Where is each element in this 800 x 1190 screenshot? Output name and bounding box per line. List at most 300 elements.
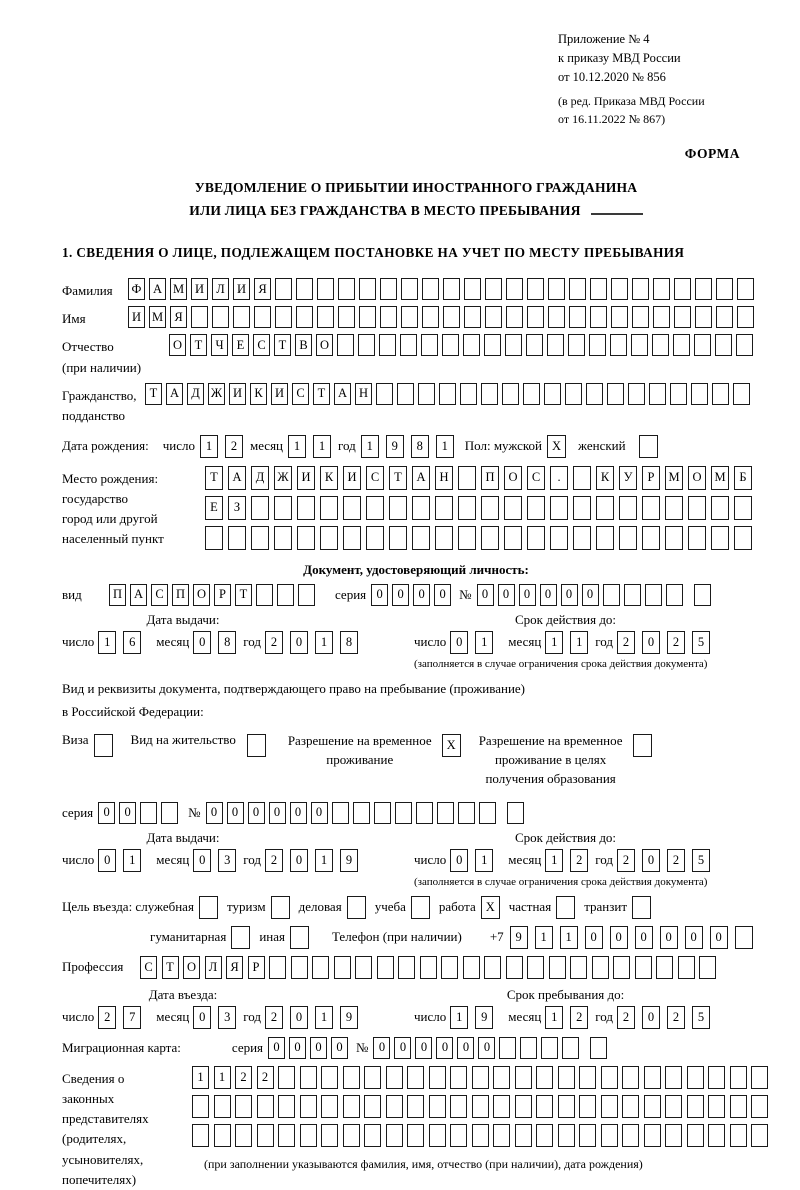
char-cell[interactable] [515, 1066, 532, 1089]
char-cell[interactable] [321, 1066, 338, 1089]
char-cell[interactable] [632, 278, 649, 300]
char-cell[interactable] [737, 278, 754, 300]
char-cell[interactable] [573, 466, 591, 490]
char-cell[interactable]: 0 [373, 1037, 390, 1059]
char-cell[interactable] [450, 1066, 467, 1089]
char-cell[interactable] [296, 306, 313, 328]
char-cell[interactable] [536, 1066, 553, 1089]
char-cell[interactable] [338, 278, 355, 300]
char-cell[interactable] [589, 334, 606, 356]
char-cell[interactable]: 1 [288, 435, 306, 458]
char-cell[interactable]: 2 [265, 631, 283, 654]
char-cell[interactable] [624, 584, 641, 606]
char-cell[interactable]: Т [190, 334, 207, 356]
char-cell[interactable]: . [550, 466, 568, 490]
char-cell[interactable] [708, 1124, 725, 1147]
char-cell[interactable] [300, 1124, 317, 1147]
char-cell[interactable]: 0 [119, 802, 136, 824]
char-cell[interactable] [601, 1066, 618, 1089]
char-cell[interactable] [502, 383, 519, 405]
char-cell[interactable] [628, 383, 645, 405]
char-cell[interactable] [730, 1095, 747, 1118]
char-cell[interactable]: И [233, 278, 250, 300]
char-cell[interactable] [711, 526, 729, 550]
char-cell[interactable] [254, 306, 271, 328]
char-cell[interactable]: 0 [660, 926, 678, 949]
char-cell[interactable]: С [527, 466, 545, 490]
char-cell[interactable] [674, 306, 691, 328]
char-cell[interactable] [205, 526, 223, 550]
char-cell[interactable] [603, 584, 620, 606]
char-cell[interactable]: 0 [478, 1037, 495, 1059]
char-cell[interactable]: 9 [340, 849, 358, 872]
checkbox-cell[interactable] [639, 435, 658, 458]
char-cell[interactable] [463, 956, 480, 979]
char-cell[interactable] [590, 306, 607, 328]
char-cell[interactable] [590, 278, 607, 300]
char-cell[interactable]: А [130, 584, 147, 606]
char-cell[interactable] [610, 334, 627, 356]
char-cell[interactable] [751, 1095, 768, 1118]
char-cell[interactable]: К [250, 383, 267, 405]
char-cell[interactable]: 0 [477, 584, 494, 606]
char-cell[interactable] [695, 306, 712, 328]
char-cell[interactable]: 2 [265, 1006, 283, 1029]
char-cell[interactable] [734, 496, 752, 520]
char-cell[interactable] [338, 306, 355, 328]
char-cell[interactable] [527, 956, 544, 979]
char-cell[interactable] [460, 383, 477, 405]
char-cell[interactable] [550, 526, 568, 550]
char-cell[interactable] [251, 496, 269, 520]
char-cell[interactable] [568, 334, 585, 356]
char-cell[interactable] [343, 496, 361, 520]
char-cell[interactable] [493, 1095, 510, 1118]
char-cell[interactable]: 0 [310, 1037, 327, 1059]
char-cell[interactable]: 1 [98, 631, 116, 654]
char-cell[interactable] [715, 334, 732, 356]
char-cell[interactable]: Я [170, 306, 187, 328]
char-cell[interactable]: О [183, 956, 200, 979]
char-cell[interactable]: 1 [315, 1006, 333, 1029]
char-cell[interactable] [380, 278, 397, 300]
char-cell[interactable] [666, 584, 683, 606]
char-cell[interactable] [422, 306, 439, 328]
char-cell[interactable] [622, 1066, 639, 1089]
char-cell[interactable]: М [665, 466, 683, 490]
char-cell[interactable] [665, 526, 683, 550]
char-cell[interactable] [579, 1066, 596, 1089]
char-cell[interactable] [343, 526, 361, 550]
char-cell[interactable] [320, 526, 338, 550]
char-cell[interactable] [429, 1066, 446, 1089]
char-cell[interactable]: Т [162, 956, 179, 979]
char-cell[interactable] [695, 278, 712, 300]
char-cell[interactable]: 2 [98, 1006, 116, 1029]
char-cell[interactable] [192, 1124, 209, 1147]
checkbox-cell[interactable] [290, 926, 309, 949]
char-cell[interactable]: 0 [290, 802, 307, 824]
char-cell[interactable]: Т [274, 334, 291, 356]
char-cell[interactable]: 1 [315, 631, 333, 654]
char-cell[interactable] [297, 496, 315, 520]
char-cell[interactable] [712, 383, 729, 405]
char-cell[interactable]: 0 [227, 802, 244, 824]
char-cell[interactable] [694, 334, 711, 356]
char-cell[interactable] [312, 956, 329, 979]
char-cell[interactable]: 1 [535, 926, 553, 949]
char-cell[interactable]: 0 [642, 849, 660, 872]
char-cell[interactable]: 1 [200, 435, 218, 458]
char-cell[interactable]: 1 [545, 1006, 563, 1029]
char-cell[interactable] [214, 1095, 231, 1118]
char-cell[interactable] [274, 526, 292, 550]
char-cell[interactable] [493, 1066, 510, 1089]
char-cell[interactable] [645, 584, 662, 606]
char-cell[interactable] [359, 306, 376, 328]
char-cell[interactable] [708, 1066, 725, 1089]
char-cell[interactable] [364, 1066, 381, 1089]
char-cell[interactable] [472, 1066, 489, 1089]
char-cell[interactable] [493, 1124, 510, 1147]
char-cell[interactable] [735, 926, 753, 949]
char-cell[interactable]: 5 [692, 631, 710, 654]
char-cell[interactable]: 0 [685, 926, 703, 949]
char-cell[interactable]: С [292, 383, 309, 405]
char-cell[interactable] [412, 526, 430, 550]
char-cell[interactable]: Р [214, 584, 231, 606]
char-cell[interactable]: 0 [290, 631, 308, 654]
char-cell[interactable] [257, 1095, 274, 1118]
char-cell[interactable]: 9 [386, 435, 404, 458]
char-cell[interactable]: П [172, 584, 189, 606]
char-cell[interactable] [214, 1124, 231, 1147]
char-cell[interactable]: 0 [498, 584, 515, 606]
char-cell[interactable]: И [343, 466, 361, 490]
char-cell[interactable] [300, 1066, 317, 1089]
char-cell[interactable]: 5 [692, 1006, 710, 1029]
char-cell[interactable] [688, 496, 706, 520]
char-cell[interactable] [541, 1037, 558, 1059]
char-cell[interactable] [716, 278, 733, 300]
char-cell[interactable] [665, 1095, 682, 1118]
char-cell[interactable]: О [504, 466, 522, 490]
char-cell[interactable] [257, 1124, 274, 1147]
char-cell[interactable] [601, 1095, 618, 1118]
char-cell[interactable] [355, 956, 372, 979]
char-cell[interactable] [619, 526, 637, 550]
char-cell[interactable] [296, 278, 313, 300]
char-cell[interactable] [644, 1066, 661, 1089]
char-cell[interactable]: Ж [208, 383, 225, 405]
char-cell[interactable] [536, 1124, 553, 1147]
char-cell[interactable] [653, 278, 670, 300]
char-cell[interactable]: 0 [311, 802, 328, 824]
char-cell[interactable] [481, 383, 498, 405]
char-cell[interactable] [401, 306, 418, 328]
char-cell[interactable]: Т [313, 383, 330, 405]
char-cell[interactable] [592, 956, 609, 979]
char-cell[interactable] [665, 1066, 682, 1089]
checkbox-cell[interactable] [271, 896, 290, 919]
char-cell[interactable] [421, 334, 438, 356]
char-cell[interactable]: О [169, 334, 186, 356]
checkbox-cell[interactable] [556, 896, 575, 919]
char-cell[interactable]: С [366, 466, 384, 490]
checkbox-cell[interactable] [347, 896, 366, 919]
char-cell[interactable]: Р [248, 956, 265, 979]
char-cell[interactable]: А [149, 278, 166, 300]
char-cell[interactable] [343, 1095, 360, 1118]
char-cell[interactable]: 0 [710, 926, 728, 949]
char-cell[interactable]: Б [734, 466, 752, 490]
char-cell[interactable] [233, 306, 250, 328]
char-cell[interactable] [380, 306, 397, 328]
char-cell[interactable] [520, 1037, 537, 1059]
char-cell[interactable] [343, 1066, 360, 1089]
char-cell[interactable] [407, 1095, 424, 1118]
char-cell[interactable]: Н [355, 383, 372, 405]
char-cell[interactable]: А [228, 466, 246, 490]
char-cell[interactable] [334, 956, 351, 979]
char-cell[interactable] [544, 383, 561, 405]
checkbox-cell[interactable]: X [442, 734, 461, 757]
char-cell[interactable]: 2 [570, 1006, 588, 1029]
char-cell[interactable]: 2 [570, 849, 588, 872]
char-cell[interactable]: 8 [411, 435, 429, 458]
char-cell[interactable] [644, 1124, 661, 1147]
char-cell[interactable] [536, 1095, 553, 1118]
char-cell[interactable]: И [229, 383, 246, 405]
char-cell[interactable] [192, 1095, 209, 1118]
char-cell[interactable]: 1 [192, 1066, 209, 1089]
char-cell[interactable] [235, 1124, 252, 1147]
char-cell[interactable] [437, 802, 454, 824]
char-cell[interactable] [504, 526, 522, 550]
char-cell[interactable]: М [711, 466, 729, 490]
char-cell[interactable] [619, 496, 637, 520]
char-cell[interactable]: 2 [667, 1006, 685, 1029]
char-cell[interactable] [687, 1095, 704, 1118]
char-cell[interactable] [694, 584, 711, 606]
char-cell[interactable]: 0 [290, 1006, 308, 1029]
checkbox-cell[interactable] [199, 896, 218, 919]
char-cell[interactable] [275, 306, 292, 328]
char-cell[interactable] [734, 526, 752, 550]
char-cell[interactable]: А [334, 383, 351, 405]
char-cell[interactable]: 0 [561, 584, 578, 606]
char-cell[interactable]: 0 [268, 1037, 285, 1059]
char-cell[interactable]: 0 [413, 584, 430, 606]
char-cell[interactable] [642, 496, 660, 520]
char-cell[interactable] [337, 334, 354, 356]
char-cell[interactable]: И [128, 306, 145, 328]
char-cell[interactable] [420, 956, 437, 979]
char-cell[interactable] [515, 1124, 532, 1147]
char-cell[interactable]: 0 [371, 584, 388, 606]
char-cell[interactable] [364, 1095, 381, 1118]
char-cell[interactable] [407, 1124, 424, 1147]
char-cell[interactable]: 0 [193, 1006, 211, 1029]
char-cell[interactable] [579, 1124, 596, 1147]
char-cell[interactable]: С [253, 334, 270, 356]
char-cell[interactable]: Ч [211, 334, 228, 356]
char-cell[interactable] [458, 466, 476, 490]
char-cell[interactable]: Ж [274, 466, 292, 490]
char-cell[interactable] [472, 1124, 489, 1147]
char-cell[interactable]: В [295, 334, 312, 356]
char-cell[interactable] [484, 956, 501, 979]
char-cell[interactable] [397, 383, 414, 405]
char-cell[interactable]: С [151, 584, 168, 606]
char-cell[interactable] [317, 278, 334, 300]
char-cell[interactable] [613, 956, 630, 979]
checkbox-cell[interactable] [231, 926, 250, 949]
checkbox-cell[interactable] [411, 896, 430, 919]
char-cell[interactable] [570, 956, 587, 979]
char-cell[interactable]: 0 [457, 1037, 474, 1059]
char-cell[interactable] [691, 383, 708, 405]
checkbox-cell[interactable] [632, 896, 651, 919]
char-cell[interactable] [527, 526, 545, 550]
char-cell[interactable]: И [271, 383, 288, 405]
char-cell[interactable] [320, 496, 338, 520]
char-cell[interactable] [443, 306, 460, 328]
char-cell[interactable]: Т [145, 383, 162, 405]
char-cell[interactable] [321, 1124, 338, 1147]
char-cell[interactable] [407, 1066, 424, 1089]
char-cell[interactable] [450, 1124, 467, 1147]
char-cell[interactable] [688, 526, 706, 550]
char-cell[interactable] [527, 496, 545, 520]
char-cell[interactable] [642, 526, 660, 550]
checkbox-cell[interactable] [94, 734, 113, 757]
char-cell[interactable]: И [297, 466, 315, 490]
char-cell[interactable] [678, 956, 695, 979]
char-cell[interactable]: П [481, 466, 499, 490]
char-cell[interactable] [499, 1037, 516, 1059]
char-cell[interactable]: К [596, 466, 614, 490]
char-cell[interactable]: 0 [331, 1037, 348, 1059]
char-cell[interactable]: 2 [617, 631, 635, 654]
char-cell[interactable] [379, 334, 396, 356]
char-cell[interactable] [386, 1124, 403, 1147]
char-cell[interactable] [343, 1124, 360, 1147]
char-cell[interactable]: 0 [642, 631, 660, 654]
char-cell[interactable] [395, 802, 412, 824]
char-cell[interactable] [366, 526, 384, 550]
char-cell[interactable] [300, 1095, 317, 1118]
char-cell[interactable]: 0 [98, 802, 115, 824]
char-cell[interactable] [377, 956, 394, 979]
char-cell[interactable]: 8 [340, 631, 358, 654]
char-cell[interactable] [450, 1095, 467, 1118]
char-cell[interactable]: 1 [545, 849, 563, 872]
char-cell[interactable] [364, 1124, 381, 1147]
char-cell[interactable]: 9 [475, 1006, 493, 1029]
char-cell[interactable] [573, 526, 591, 550]
char-cell[interactable] [635, 956, 652, 979]
char-cell[interactable] [353, 802, 370, 824]
char-cell[interactable] [256, 584, 273, 606]
char-cell[interactable] [321, 1095, 338, 1118]
char-cell[interactable]: 1 [560, 926, 578, 949]
char-cell[interactable] [359, 278, 376, 300]
char-cell[interactable] [332, 802, 349, 824]
char-cell[interactable] [442, 334, 459, 356]
char-cell[interactable]: 0 [540, 584, 557, 606]
char-cell[interactable]: П [109, 584, 126, 606]
char-cell[interactable] [649, 383, 666, 405]
char-cell[interactable] [558, 1124, 575, 1147]
char-cell[interactable] [548, 306, 565, 328]
char-cell[interactable]: 0 [289, 1037, 306, 1059]
char-cell[interactable]: 1 [436, 435, 454, 458]
char-cell[interactable] [548, 278, 565, 300]
char-cell[interactable] [464, 306, 481, 328]
char-cell[interactable] [358, 334, 375, 356]
char-cell[interactable] [596, 496, 614, 520]
char-cell[interactable] [711, 496, 729, 520]
char-cell[interactable] [251, 526, 269, 550]
char-cell[interactable]: 9 [510, 926, 528, 949]
char-cell[interactable]: А [166, 383, 183, 405]
char-cell[interactable]: 2 [257, 1066, 274, 1089]
char-cell[interactable] [400, 334, 417, 356]
char-cell[interactable] [569, 278, 586, 300]
char-cell[interactable]: 0 [98, 849, 116, 872]
char-cell[interactable]: 0 [248, 802, 265, 824]
char-cell[interactable]: Е [232, 334, 249, 356]
char-cell[interactable]: 2 [235, 1066, 252, 1089]
char-cell[interactable] [573, 496, 591, 520]
char-cell[interactable] [278, 1095, 295, 1118]
char-cell[interactable] [275, 278, 292, 300]
char-cell[interactable]: О [193, 584, 210, 606]
char-cell[interactable] [523, 383, 540, 405]
char-cell[interactable] [366, 496, 384, 520]
char-cell[interactable] [565, 383, 582, 405]
char-cell[interactable]: 0 [635, 926, 653, 949]
char-cell[interactable] [274, 496, 292, 520]
char-cell[interactable] [472, 1095, 489, 1118]
char-cell[interactable] [277, 584, 294, 606]
char-cell[interactable]: Т [205, 466, 223, 490]
char-cell[interactable] [506, 306, 523, 328]
char-cell[interactable] [463, 334, 480, 356]
char-cell[interactable] [443, 278, 460, 300]
char-cell[interactable]: Т [235, 584, 252, 606]
char-cell[interactable]: М [149, 306, 166, 328]
char-cell[interactable]: Ф [128, 278, 145, 300]
char-cell[interactable]: 0 [392, 584, 409, 606]
char-cell[interactable]: Л [205, 956, 222, 979]
char-cell[interactable]: Д [251, 466, 269, 490]
char-cell[interactable] [687, 1066, 704, 1089]
char-cell[interactable] [644, 1095, 661, 1118]
char-cell[interactable] [665, 496, 683, 520]
char-cell[interactable]: 2 [617, 1006, 635, 1029]
char-cell[interactable] [527, 306, 544, 328]
char-cell[interactable] [622, 1095, 639, 1118]
char-cell[interactable] [558, 1095, 575, 1118]
char-cell[interactable] [191, 306, 208, 328]
char-cell[interactable] [269, 956, 286, 979]
char-cell[interactable]: 2 [617, 849, 635, 872]
char-cell[interactable]: 0 [450, 849, 468, 872]
char-cell[interactable]: К [320, 466, 338, 490]
char-cell[interactable] [376, 383, 393, 405]
